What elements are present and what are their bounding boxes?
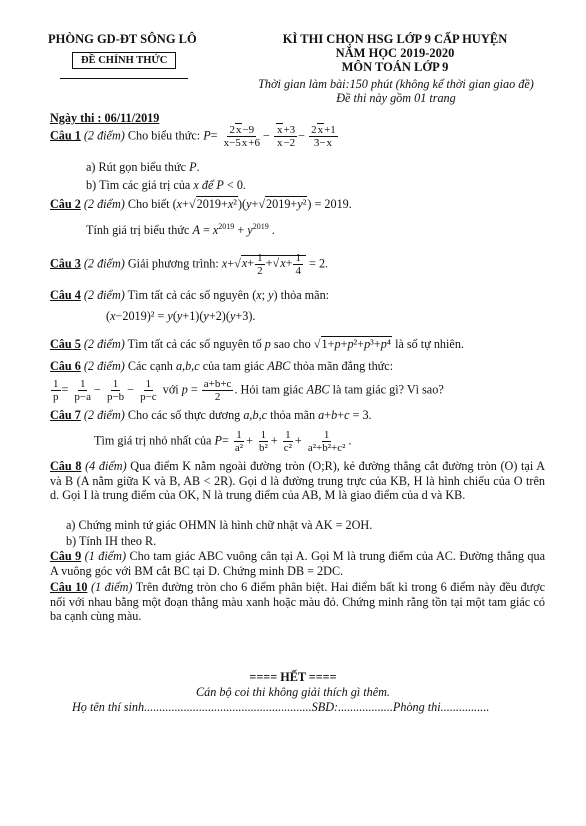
question-1: Câu 1 (2 điểm) Cho biểu thức: P= $\frac{2x-9}{x-5x+6}$ − $\frac{x+3}{x-2}$ − $\frac{2x+1}{3-x}$ bbox=[50, 124, 336, 149]
proctor-note: Cán bộ coi thi không giải thích gì thêm. bbox=[196, 685, 390, 699]
question-8: Câu 8 (4 điểm) Qua điểm K nằm ngoài đường tròn (O;R), kẻ đường thẳng cắt đường tròn (O) tại A và B (A nằm giữa K và B, AB < 2R). Gọi d là đường trung trực của KB, H là hình chiếu của O trên d. Gọi I là trung điểm của OK, N là trung điểm của AB, M là giao điểm của d và KB. bbox=[50, 459, 545, 502]
question-1a: a) Rút gọn biểu thức P. bbox=[86, 160, 200, 174]
question-10: Câu 10 (1 điểm) Trên đường tròn cho 6 điểm phân biệt. Hai điểm bất kì trong 6 điểm này đều được nối với nhau bằng một đoạn thẳng màu xanh hoặc màu đỏ. Chứng minh rằng tồn tại một tam giác có ba cạnh cùng màu. bbox=[50, 580, 546, 623]
exam-time: Thời gian làm bài:150 phút (không kể thời gian giao đề) bbox=[258, 77, 534, 91]
question-9: Câu 9 (1 điểm) Cho tam giác ABC vuông cân tại A. Gọi M là trung điểm của AC. Đường thẳng qua A vuông góc với BM cắt BC tại D. Chứng minh DB = 2DC. bbox=[50, 549, 546, 578]
candidate-line: Họ tên thí sinh.......................................................SBD:..................Phòng thi................ bbox=[72, 700, 490, 714]
exam-subject: MÔN TOÁN LỚP 9 bbox=[341, 60, 449, 74]
exam-year: NĂM HỌC 2019-2020 bbox=[335, 46, 455, 60]
question-4-equation: (x−2019)² = y(y+1)(y+2)(y+3). bbox=[106, 309, 256, 323]
official-badge: ĐỀ CHÍNH THỨC bbox=[72, 52, 176, 69]
question-8b: b) Tính IH theo R. bbox=[66, 534, 157, 548]
question-4: Câu 4 (2 điểm) Tìm tất cả các số nguyên (x; y) thỏa mãn: bbox=[50, 288, 330, 302]
question-7: Câu 7 (2 điểm) Cho các số thực dương a,b,c thỏa mãn a+b+c = 3. bbox=[50, 408, 372, 422]
question-2-line2: Tính giá trị biểu thức $A = x^{2019} + y^{2019}$ . bbox=[86, 222, 275, 238]
exam-pages: Đề thi này gồm 01 trang bbox=[336, 91, 456, 105]
org-name: PHÒNG GD-ĐT SÔNG LÔ bbox=[48, 32, 197, 46]
question-6: Câu 6 (2 điểm) Các cạnh a,b,c của tam giác ABC thỏa mãn đẳng thức: bbox=[50, 359, 394, 373]
question-1b: b) Tìm các giá trị của x để P < 0. bbox=[86, 178, 246, 192]
question-2: Câu 2 (2 điểm) Cho biết (x+√2019+x²)(y+√2019+y²) = 2019. bbox=[50, 197, 352, 211]
exam-date: Ngày thi : 06/11/2019 bbox=[50, 111, 160, 125]
question-8a: a) Chứng minh tứ giác OHMN là hình chữ nhật và AK = 2OH. bbox=[66, 518, 373, 532]
question-3: Câu 3 (2 điểm) Giải phương trình: x+√x+ $\frac{1}{2}$ +√x+ $\frac{1}{4}$ = 2. bbox=[50, 252, 329, 277]
divider bbox=[60, 78, 188, 79]
question-6-equation: $\frac{1}{p}$ = $\frac{1}{p-a}$ − $\frac{1}{p-b}$ − $\frac{1}{p-c}$ với p = $\frac{a+b+c}{2}$ . Hỏi tam giác ABC là tam giác gì? Vì sao? bbox=[53, 378, 444, 403]
question-7-line2: Tìm giá trị nhỏ nhất của P= $\frac{1}{\text{a²}}$ + $\frac{1}{\text{b²}}$ + $\frac{1}{\text{c²}}$ + $\frac{1}{\text{a²+b²+c²}}$ . bbox=[94, 429, 352, 454]
question-5: Câu 5 (2 điểm) Tìm tất cả các số nguyên tố p sao cho √1+p+p²+p³+p⁴ là số tự nhiên. bbox=[50, 337, 464, 351]
end-marker: ==== HẾT ==== bbox=[249, 670, 337, 684]
exam-title: KÌ THI CHỌN HSG LỚP 9 CẤP HUYỆN bbox=[282, 32, 508, 46]
